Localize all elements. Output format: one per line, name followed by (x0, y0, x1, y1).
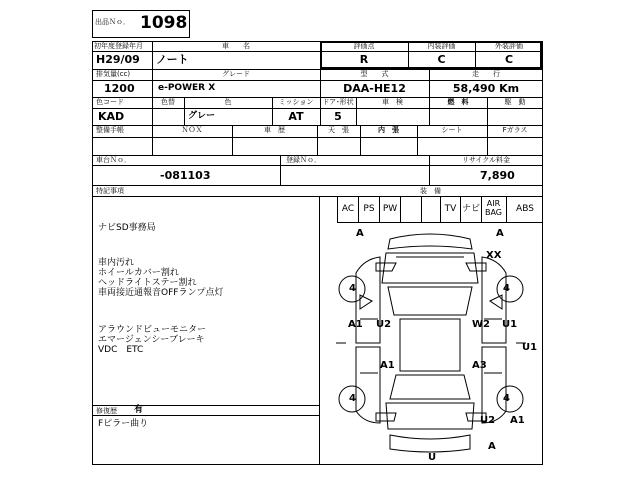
damage-mark-u2-left: U2 (376, 319, 392, 330)
remark-line: 車両接近通報音OFFランプ点灯 (98, 288, 224, 298)
remark-line: ホイールカバー割れ (98, 268, 179, 278)
model-code-label: 型 式 (360, 70, 389, 78)
model-code-value: DAA-HE12 (343, 82, 406, 95)
transmission-value: AT (288, 110, 304, 123)
inspection-label: 車 検 (382, 98, 403, 106)
damage-mark-u-bottom: U (428, 452, 437, 463)
damage-mark-a-front-right: A (496, 228, 504, 239)
color-value: グレー (188, 111, 216, 121)
registration-no-label: 登録Ｎｏ． (286, 156, 321, 164)
model-name-value: ノート (156, 53, 189, 66)
seat-label: シート (441, 126, 463, 134)
damage-mark-a1-left: A1 (348, 319, 363, 330)
drive-label: 駆 動 (504, 98, 526, 106)
equipment-pw: PW (382, 204, 398, 214)
model-name-label: 車 名 (222, 42, 250, 50)
repair-note: Fピラー曲り (98, 419, 149, 429)
equipment-abs: ABS (516, 204, 534, 214)
lot-number: 1098 (140, 13, 188, 33)
interior-value: C (437, 53, 446, 66)
grade-value: e-POWER X (158, 83, 216, 93)
recycle-fee-label: リサイクル料金 (461, 156, 511, 164)
remarks-label: 特記事項 (96, 187, 124, 195)
damage-mark-u1-right: U1 (502, 319, 518, 330)
doors-value: 5 (334, 110, 342, 123)
damage-mark-xx: XX (486, 250, 502, 261)
score-value: R (359, 53, 369, 66)
maintenance-book-label: 整備手帳 (96, 126, 124, 134)
remark-line: ヘッドライトステー割れ (98, 278, 197, 288)
chassis-no-label: 車台Ｎｏ． (96, 156, 131, 164)
grade-label: グレード (222, 70, 250, 78)
score-label: 評価点 (353, 42, 375, 50)
damage-mark-a3-center: A3 (472, 360, 487, 371)
damage-mark-a-rear: A (488, 441, 496, 452)
remark-line: 車内汚れ (98, 258, 135, 268)
equipment-label: 装 備 (420, 187, 441, 195)
color-tone-label: 色替 (161, 98, 175, 106)
repair-history-value: 有 (134, 405, 144, 415)
repair-history-label: 修復歴 (96, 407, 117, 415)
equipment-navi: ナビ (461, 204, 480, 214)
remark-line: アラウンドビューモニター (98, 325, 207, 335)
equipment-airbag: AIR BAG (484, 199, 503, 217)
color-code-label: 色コード (96, 98, 124, 106)
equipment-tv: TV (444, 204, 457, 214)
car-diagram (320, 223, 542, 465)
damage-mark-tire-fl: 4 (349, 283, 356, 294)
mileage-value: 58,490 Km (452, 82, 520, 95)
exterior-label: 外装評価 (495, 42, 523, 50)
lot-number-label: 出品Ｎｏ． (95, 18, 130, 26)
displacement-value: 1200 (104, 82, 135, 95)
auction-sheet (92, 10, 544, 466)
first-reg-label: 初年度登録年月 (94, 42, 143, 50)
remark-line: エマージェンシーブレーキ (98, 335, 205, 345)
damage-mark-w2-right: W2 (472, 319, 490, 330)
color-code-value: KAD (98, 110, 125, 123)
damage-mark-tire-rl: 4 (349, 393, 356, 404)
damage-mark-a1-rear: A1 (510, 415, 525, 426)
displacement-label: 排気量(cc) (96, 70, 131, 78)
recycle-fee-value: 7,890 (480, 169, 515, 182)
equipment-ps: PS (363, 204, 375, 214)
interior-cover-label: 内 張 (378, 126, 399, 134)
equipment-ac: AC (341, 204, 355, 214)
remark-line: VDC ETC (98, 345, 144, 355)
damage-mark-tire-fr: 4 (503, 283, 510, 294)
doors-label: ドア･形状 (322, 98, 354, 106)
equipment-row (319, 197, 543, 222)
first-reg-value: H29/09 (96, 53, 140, 66)
damage-mark-tire-rr: 4 (503, 393, 510, 404)
damage-mark-u1-far-right: U1 (522, 342, 538, 353)
color-label: 色 (224, 98, 232, 106)
front-glass-label: Fガラス (502, 126, 528, 134)
sunroof-label: 天 張 (328, 126, 349, 134)
fuel-label: 燃 料 (447, 98, 469, 106)
chassis-no-value: -081103 (160, 169, 211, 182)
interior-label: 内装評価 (427, 42, 456, 50)
remark-line: ナビSD事務局 (98, 223, 156, 233)
damage-mark-u2-rear: U2 (480, 415, 496, 426)
nox-label: ＮＯＸ (181, 126, 203, 134)
transmission-label: ミッション (278, 98, 314, 106)
exterior-value: C (504, 53, 514, 66)
damage-mark-a1-center: A1 (380, 360, 395, 371)
mileage-label: 走 行 (472, 70, 500, 78)
damage-mark-a-front-left: A (356, 228, 364, 239)
history-label: 車 歴 (264, 126, 285, 134)
